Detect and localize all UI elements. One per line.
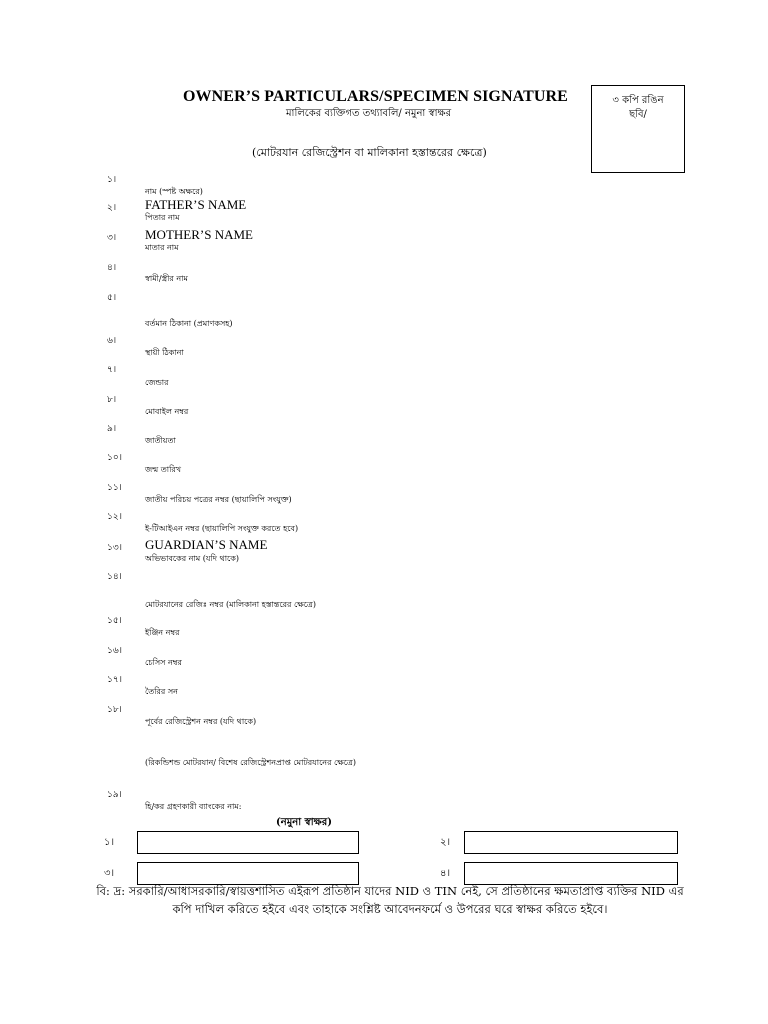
- field-7-label: জেন্ডার: [145, 378, 169, 387]
- field-13-label: অভিভাবকের নাম (যদি থাকে): [145, 554, 239, 563]
- field-18-note: (রিকন্ডিশন্ড মোটরযান/ বিশেষ রেজিস্ট্রেশনপ্রাপ্ত মোটরযানের ক্ষেত্রে): [145, 758, 356, 767]
- field-11-number: ১১।: [107, 483, 122, 493]
- field-14-label: মোটরযানের রেজিঃ নম্বর (মালিকানা হস্তান্তরের ক্ষেত্রে): [145, 600, 316, 609]
- field-17-label: তৈরির সন: [145, 687, 178, 696]
- field-15-number: ১৫।: [107, 616, 122, 626]
- field-4-number: ৪।: [107, 263, 117, 273]
- signature-1-box[interactable]: [137, 831, 359, 854]
- photo-box: [591, 85, 685, 173]
- field-19-label: হি/কর গ্রহণকারী ব্যাংকের নাম:: [145, 802, 242, 811]
- field-3-label-en: MOTHER’S NAME: [145, 227, 253, 242]
- signature-2-number: ২।: [440, 837, 451, 848]
- field-2-label-en: FATHER’S NAME: [145, 197, 247, 212]
- photo-box-label: ৩ কপি রঙিন ছবি/: [612, 95, 664, 120]
- field-12-label: ই-টিআইএন নম্বর (ছায়ালিপি সংযুক্ত করতে হবে): [145, 524, 299, 533]
- field-2-number: ২।: [107, 203, 117, 213]
- form-title: OWNER’S PARTICULARS/SPECIMEN SIGNATURE: [183, 88, 568, 105]
- field-15-label: ইঞ্জিন নম্বর: [145, 628, 180, 637]
- field-18-number: ১৮।: [107, 705, 122, 715]
- field-18-label: পূর্বের রেজিস্ট্রেশন নম্বর (যদি থাকে): [145, 717, 257, 726]
- form-context: (মোটরযান রেজিস্ট্রেশন বা মালিকানা হস্তান্তরের ক্ষেত্রে): [252, 146, 487, 159]
- field-10-number: ১০।: [107, 453, 122, 463]
- field-16-label: চেসিস নম্বর: [145, 658, 182, 667]
- field-9-label: জাতীয়তা: [145, 436, 176, 445]
- field-17-number: ১৭।: [107, 675, 122, 685]
- signature-3-number: ৩।: [104, 868, 115, 879]
- footnote: বি: দ্র: সরকারি/আধাসরকারি/স্বায়ত্তশাসিত এইরূপ প্রতিষ্ঠান যাদের NID ও TIN নেই, সে প্রতিষ্ঠানের ক্ষমতাপ্রাপ্ত ব্যক্তির NID এর কপি দাখিল করিতে হইবে এবং তাহাকে সংশ্লিষ্ট আবেদনফর্মে ও উপরের ঘরে স্বাক্ষর করিতে হইবে।: [96, 884, 684, 916]
- field-4-label: স্বামী/স্ত্রীর নাম: [145, 274, 188, 283]
- field-8-label: মোবাইল নম্বর: [145, 407, 189, 416]
- form-subtitle: মালিকের ব্যক্তিগত তথ্যাবলি/ নমুনা স্বাক্ষর: [286, 108, 452, 119]
- field-9-number: ৯।: [107, 424, 117, 434]
- field-3-number: ৩।: [107, 233, 117, 243]
- field-5-label: বর্তমান ঠিকানা (প্রমাণকসহ): [145, 319, 233, 328]
- field-3-label: মাতার নাম: [145, 243, 179, 252]
- field-1-number: ১।: [107, 175, 117, 185]
- field-8-number: ৮।: [107, 395, 117, 405]
- field-6-number: ৬।: [107, 336, 117, 346]
- signature-1-number: ১।: [104, 837, 115, 848]
- field-12-number: ১২।: [107, 512, 122, 522]
- field-10-label: জন্ম তারিখ: [145, 465, 182, 474]
- field-7-number: ৭।: [107, 365, 117, 375]
- field-14-number: ১৪।: [107, 572, 122, 582]
- field-19-number: ১৯।: [107, 790, 122, 800]
- signature-heading: (নমুনা স্বাক্ষর): [276, 817, 332, 828]
- field-13-label-en: GUARDIAN’S NAME: [145, 537, 268, 552]
- field-2-label: পিতার নাম: [145, 213, 180, 222]
- field-5-number: ৫।: [107, 293, 117, 303]
- signature-4-number: ৪।: [440, 868, 451, 879]
- field-11-label: জাতীয় পরিচয় পত্রের নম্বর (ছায়ালিপি সংযুক্ত): [145, 495, 292, 504]
- field-13-number: ১৩।: [107, 543, 122, 553]
- field-1-label: নাম (স্পষ্ট অক্ষরে): [145, 187, 203, 196]
- signature-2-box[interactable]: [464, 831, 678, 854]
- field-6-label: স্থায়ী ঠিকানা: [145, 348, 184, 357]
- field-16-number: ১৬।: [107, 646, 122, 656]
